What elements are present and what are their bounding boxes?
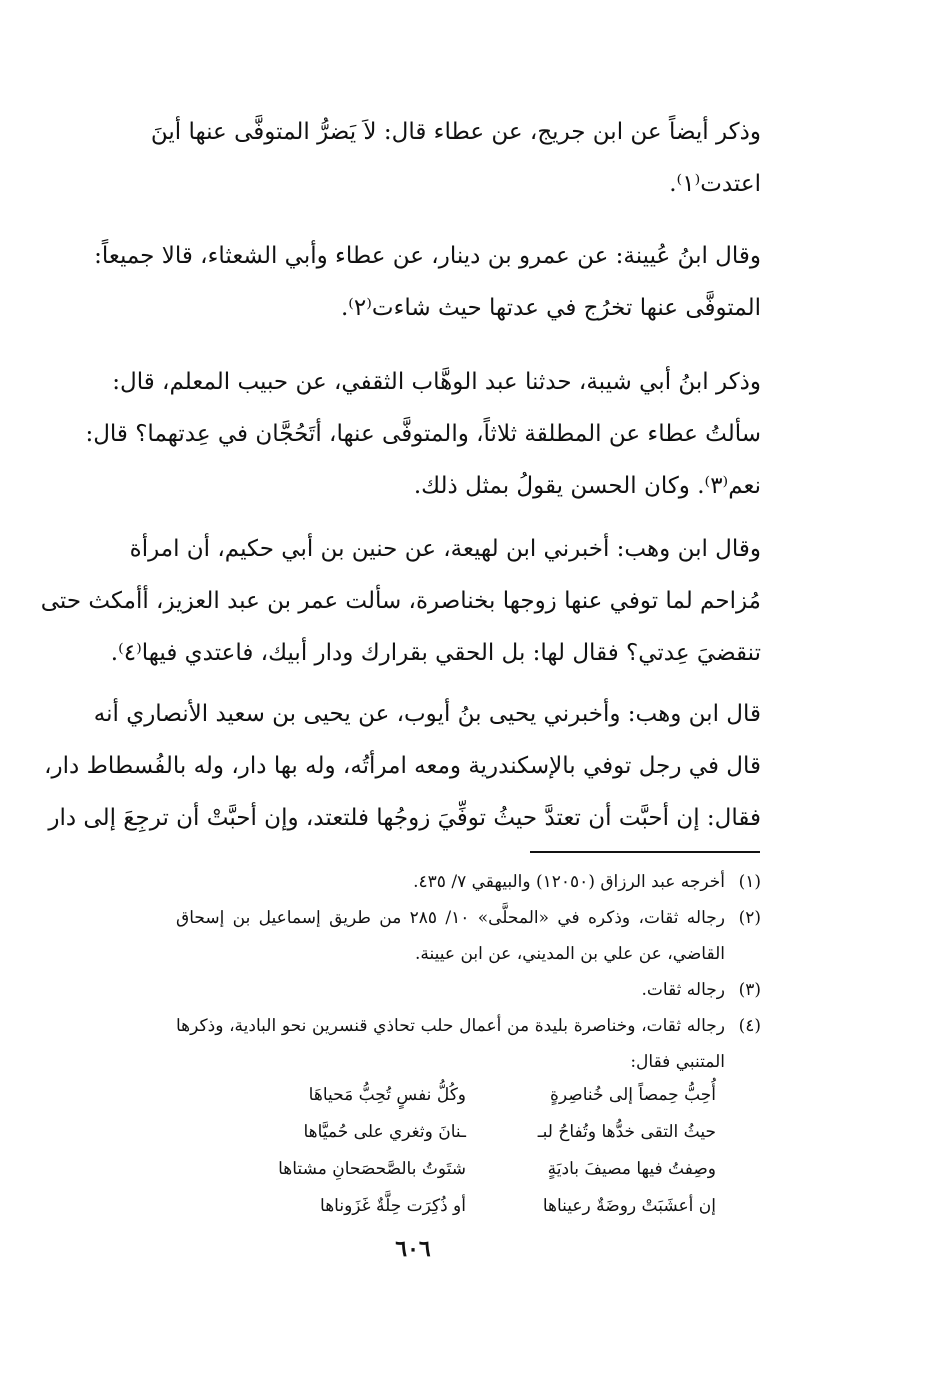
verse-second-hemistich: شتَوتُ بالصَّحصَحانِ مشتاها xyxy=(278,1159,466,1179)
footnote-number: (٣) xyxy=(738,980,761,1000)
footnotes xyxy=(176,864,761,1080)
footnote-line: القاضي، عن علي بن المديني، عن ابن عيينة. xyxy=(414,944,725,964)
verse-first-hemistich: إن أعشَبَتْ روضَةٌ رعيناها xyxy=(542,1196,716,1216)
verse-first-hemistich: وصِفتُ فيها مصيفَ باديَةٍ xyxy=(547,1159,716,1179)
text-line: وذكر ابنُ أبي شيبة، حدثنا عبد الوهَّاب الثقفي، عن حبيب المعلم، قال: xyxy=(112,369,761,395)
footnote-2 xyxy=(176,900,761,972)
footnote-line: رجاله ثقات، وخناصرة بليدة من أعمال حلب تحاذي قنسرين نحو البادية، وذكرها xyxy=(176,1016,725,1036)
paragraph-5 xyxy=(44,688,761,844)
footnote-number: (٢) xyxy=(738,908,761,928)
footnote-separator xyxy=(530,851,760,853)
footnote-line: المتنبي فقال: xyxy=(630,1052,725,1072)
paragraph-4 xyxy=(40,523,761,679)
paragraph-3 xyxy=(85,356,761,512)
poem-verse xyxy=(176,1077,761,1114)
poem-verse xyxy=(176,1114,761,1151)
text-line: تنقضيَ عِدتي؟ فقال لها: بل الحقي بقرارك ودار أبيك، فاعتدي فيها⁽٤⁾. xyxy=(110,640,761,666)
text-line: اعتدت⁽١⁾. xyxy=(669,171,761,197)
footnote-number: (١) xyxy=(738,872,761,892)
verse-second-hemistich: أو ذُكِرَت حِلَّةٌ غَزَوناها xyxy=(320,1196,466,1216)
verse-first-hemistich: أُحِبُّ حِمصاً إلى خُناصِرةٍ xyxy=(549,1085,716,1105)
footnote-3 xyxy=(176,972,761,1008)
footnote-line: أخرجه عبد الرزاق (١٢٠٥٠) والبيهقي ٧/ ٤٣٥. xyxy=(413,872,725,892)
text-line: قال ابن وهب: وأخبرني يحيى بنُ أيوب، عن يحيى بن سعيد الأنصاري أنه xyxy=(93,701,761,727)
footnote-4 xyxy=(176,1008,761,1080)
text-line: سألتُ عطاء عن المطلقة ثلاثاً، والمتوفَّى عنها، أتَحُجَّان في عِدتهما؟ قال: xyxy=(85,421,761,447)
paragraph-2 xyxy=(94,230,761,334)
poem-verse xyxy=(176,1188,761,1225)
text-line: وذكر أيضاً عن ابن جريج، عن عطاء قال: لاَ يَضرُّ المتوفَّى عنها أينَ xyxy=(150,119,761,145)
text-line: نعم⁽٣⁾. وكان الحسن يقولُ بمثل ذلك. xyxy=(413,473,761,499)
poem xyxy=(176,1077,761,1225)
verse-second-hemistich: وكُلُّ نفسٍ تُحِبُّ مَحياهَا xyxy=(308,1085,466,1105)
footnote-line: رجاله ثقات. xyxy=(641,980,725,1000)
text-line: مُزاحم لما توفي عنها زوجها بخناصرة، سألت عمر بن عبد العزيز، أأمكث حتى xyxy=(40,588,761,614)
verse-first-hemistich: حيثُ التقى خدُّها وتُفاحُ لبـ xyxy=(537,1122,716,1142)
footnote-line: رجاله ثقات، وذكره في «المحلَّى» ١٠/ ٢٨٥ من طريق إسماعيل بن إسحاق xyxy=(176,908,725,928)
poem-verse xyxy=(176,1151,761,1188)
paragraph-1 xyxy=(150,106,761,210)
text-line: وقال ابنُ عُيينة: عن عمرو بن دينار، عن عطاء وأبي الشعثاء، قالا جميعاً: xyxy=(94,243,761,269)
page-number: ٦٠٦ xyxy=(395,1236,431,1262)
footnote-1 xyxy=(176,864,761,900)
footnote-number: (٤) xyxy=(738,1016,761,1036)
text-line: وقال ابن وهب: أخبرني ابن لهيعة، عن حنين بن أبي حكيم، أن امرأة xyxy=(129,536,761,562)
verse-second-hemistich: ـنانَ وثغري على حُميَّاها xyxy=(303,1122,466,1142)
text-line: فقال: إن أحبَّت أن تعتدَّ حيثُ توفِّيَ زوجُها فلتعتد، وإن أحبَّتْ أن ترجِعَ إلى دار xyxy=(48,805,761,831)
text-line: قال في رجل توفي بالإسكندرية ومعه امرأتُه، وله بها دار، وله بالفُسطاط دار، xyxy=(44,753,761,779)
text-line: المتوفَّى عنها تخرُج في عدتها حيث شاءت⁽٢⁾. xyxy=(340,295,761,321)
